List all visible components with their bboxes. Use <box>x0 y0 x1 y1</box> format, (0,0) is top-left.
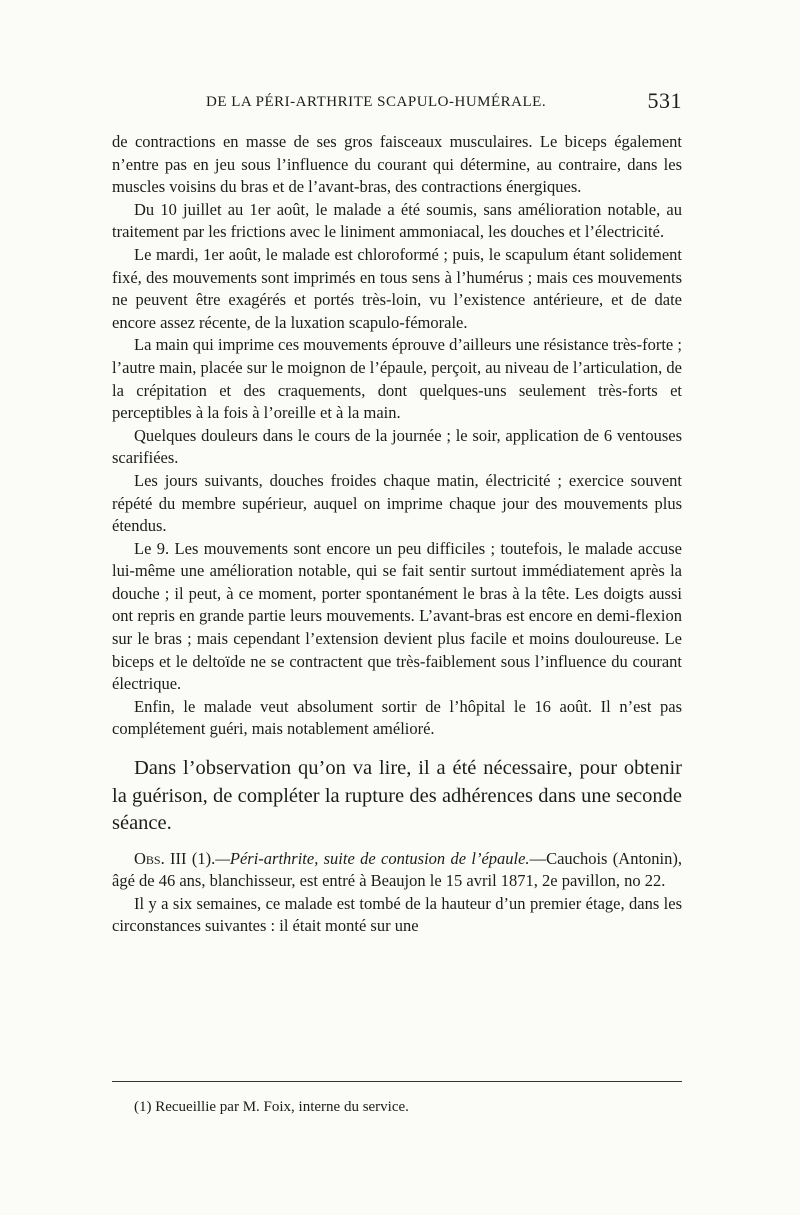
paragraph: Du 10 juillet au 1er août, le malade a été soumis, sans amélioration notable, au traitement par les frictions avec le liniment ammoniacal, les douches et l’électricité. <box>112 199 682 242</box>
page-number: 531 <box>647 88 682 113</box>
footnote: (1) Recueillie par M. Foix, interne du service. <box>134 1099 409 1115</box>
paragraph: Il y a six semaines, ce malade est tombé de la hauteur d’un premier étage, dans les circonstances suivantes : il était monté sur une <box>112 893 682 936</box>
paragraph: Le 9. Les mouvements sont encore un peu difficiles ; toutefois, le malade accuse lui-même une amélioration notable, qui se fait sentir surtout immédiatement après la douche ; il peut, à ce moment, porter spontanément le bras à la tête. Les doigts aussi ont repris en grande partie leurs mouvements. L’avant-bras est encore en demi-flexion sur le bras ; mais cependant l’extension devient plus facile et moins douloureuse. Le biceps et le deltoïde ne se contractent que très-faiblement sous l’influence du courant électrique. <box>112 538 682 694</box>
paragraph: Les jours suivants, douches froides chaque matin, électricité ; exercice souvent répété du membre supérieur, auquel on imprime chaque jour des mouvements plus étendus. <box>112 470 682 536</box>
running-title: DE LA PÉRI-ARTHRITE SCAPULO-HUMÉRALE. <box>206 94 547 110</box>
observation-heading <box>112 848 682 893</box>
paragraph: Quelques douleurs dans le cours de la journée ; le soir, application de 6 ventouses scarifiées. <box>112 425 682 468</box>
observation-text: —Cauchois (Antonin), âgé de 46 ans, blanchisseur, est entré à Beaujon le 15 avril 1871, 2e pavillon, no 22. <box>112 848 682 891</box>
paragraph: de contractions en masse de ses gros faisceaux musculaires. Le biceps également n’entre pas en jeu sous l’influence du courant qui détermine, au contraire, dans les muscles voisins du bras et de l’avant-bras, des contractions énergiques. <box>112 132 682 197</box>
section-intro: Dans l’observation qu’on va lire, il a été nécessaire, pour obtenir la guérison, de compléter la rupture des adhérences dans une seconde séance. <box>112 757 682 835</box>
body-text <box>112 131 682 938</box>
paragraph: Enfin, le malade veut absolument sortir de l’hôpital le 16 août. Il n’est pas complétement guéri, mais notablement amélioré. <box>112 696 682 739</box>
observation-title: —Péri-arthrite, suite de contusion de l’épaule. <box>215 848 530 868</box>
paragraph: Le mardi, 1er août, le malade est chloroformé ; puis, le scapulum étant solidement fixé, des mouvements sont imprimés en tous sens à l’humérus ; mais ces mouvements ne peuvent être exagérés et portés très-loin, vu l’existence antérieure, et de date encore assez récente, de la luxation scapulo-fémorale. <box>112 244 682 332</box>
footnote-divider <box>112 1081 682 1082</box>
paragraph: La main qui imprime ces mouvements éprouve d’ailleurs une résistance très-forte ; l’autre main, placée sur le moignon de l’épaule, perçoit, au niveau de l’articulation, de la crépitation et des craquements, dont quelques-uns seulement très-forts et perceptibles à la fois à l’oreille et à la main. <box>112 335 682 423</box>
observation-label: Obs. III (1). <box>134 848 216 868</box>
